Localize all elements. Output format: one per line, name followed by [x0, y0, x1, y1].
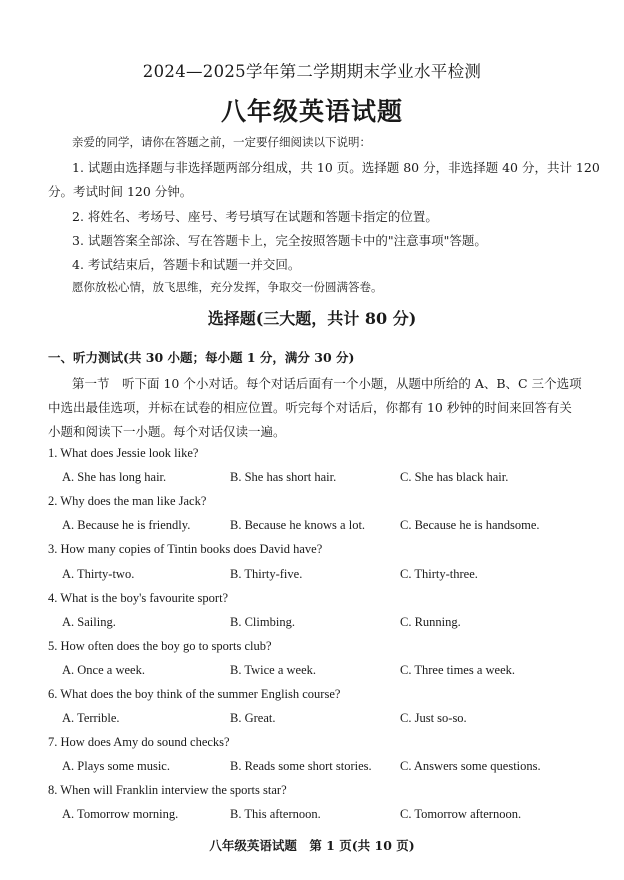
option-b: B. Thirty-five. [230, 567, 303, 581]
option-c: C. Running. [400, 615, 461, 629]
option-a: A. She has long hair. [62, 470, 167, 484]
question-text: 1. What does Jessie look like? [48, 446, 199, 460]
option-c: C. Tomorrow afternoon. [400, 807, 522, 821]
listening-part-title: 一、听力测试(共 30 小题；每小题 1 分，满分 30 分) [48, 350, 355, 365]
instruction-1-line2: 分。考试时间 120 分钟。 [48, 184, 193, 199]
instruction-1-line1: 1. 试题由选择题与非选择题两部分组成，共 10 页。选择题 80 分，非选择题 40 分，共计 120 [72, 160, 600, 175]
option-a: A. Sailing. [62, 615, 116, 629]
option-a: A. Terrible. [62, 711, 120, 725]
option-b: B. Climbing. [230, 615, 295, 629]
option-a: A. Because he is friendly. [62, 518, 191, 532]
instruction-2: 2. 将姓名、考场号、座号、考号填写在试题和答题卡指定的位置。 [72, 209, 438, 224]
section-title: 选择题(三大题，共计 80 分) [207, 309, 417, 328]
instructions-wish: 愿你放松心情，放飞思维，充分发挥，争取交一份圆满答卷。 [72, 280, 383, 294]
question-text: 7. How does Amy do sound checks? [48, 735, 230, 749]
question-text: 6. What does the boy think of the summer English course? [48, 687, 341, 701]
question-text: 3. How many copies of Tintin books does David have? [48, 542, 323, 556]
option-a: A. Thirty-two. [62, 567, 135, 581]
option-b: B. Great. [230, 711, 276, 725]
part-intro-line1: 第一节 听下面 10 个小对话。每个对话后面有一个小题，从题中所给的 A、B、C 三个选项 [72, 376, 582, 391]
instruction-4: 4. 考试结束后，答题卡和试题一并交回。 [72, 257, 301, 272]
option-b: B. Because he knows a lot. [230, 518, 366, 532]
part-intro-line2: 中选出最佳选项，并标在试卷的相应位置。听完每个对话后，你都有 10 秒钟的时间来回答有关 [48, 400, 572, 415]
instruction-3: 3. 试题答案全部涂、写在答题卡上，完全按照答题卡中的"注意事项"答题。 [72, 233, 487, 248]
option-c: C. Thirty-three. [400, 567, 478, 581]
instructions-greeting: 亲爱的同学，请你在答题之前，一定要仔细阅读以下说明： [72, 135, 371, 149]
option-a: A. Tomorrow morning. [62, 807, 179, 821]
part-intro-line3: 小题和阅读下一小题。每个对话仅读一遍。 [48, 424, 286, 439]
option-b: B. Reads some short stories. [230, 759, 372, 773]
question-text: 5. How often does the boy go to sports club? [48, 639, 272, 653]
option-c: C. She has black hair. [400, 470, 509, 484]
option-b: B. This afternoon. [230, 807, 321, 821]
paper-title: 八年级英语试题 [220, 97, 403, 126]
exam-title: 2024—2025学年第二学期期末学业水平检测 [142, 62, 482, 81]
option-b: B. She has short hair. [230, 470, 337, 484]
option-b: B. Twice a week. [230, 663, 317, 677]
option-c: C. Because he is handsome. [400, 518, 540, 532]
option-a: A. Plays some music. [62, 759, 170, 773]
question-text: 2. Why does the man like Jack? [48, 494, 207, 508]
question-text: 8. When will Franklin interview the sports star? [48, 783, 287, 797]
option-a: A. Once a week. [62, 663, 145, 677]
option-c: C. Just so-so. [400, 711, 467, 725]
option-c: C. Answers some questions. [400, 759, 541, 773]
page-footer: 八年级英语试题 第 1 页(共 10 页) [209, 838, 415, 853]
question-text: 4. What is the boy's favourite sport? [48, 591, 229, 605]
option-c: C. Three times a week. [400, 663, 516, 677]
